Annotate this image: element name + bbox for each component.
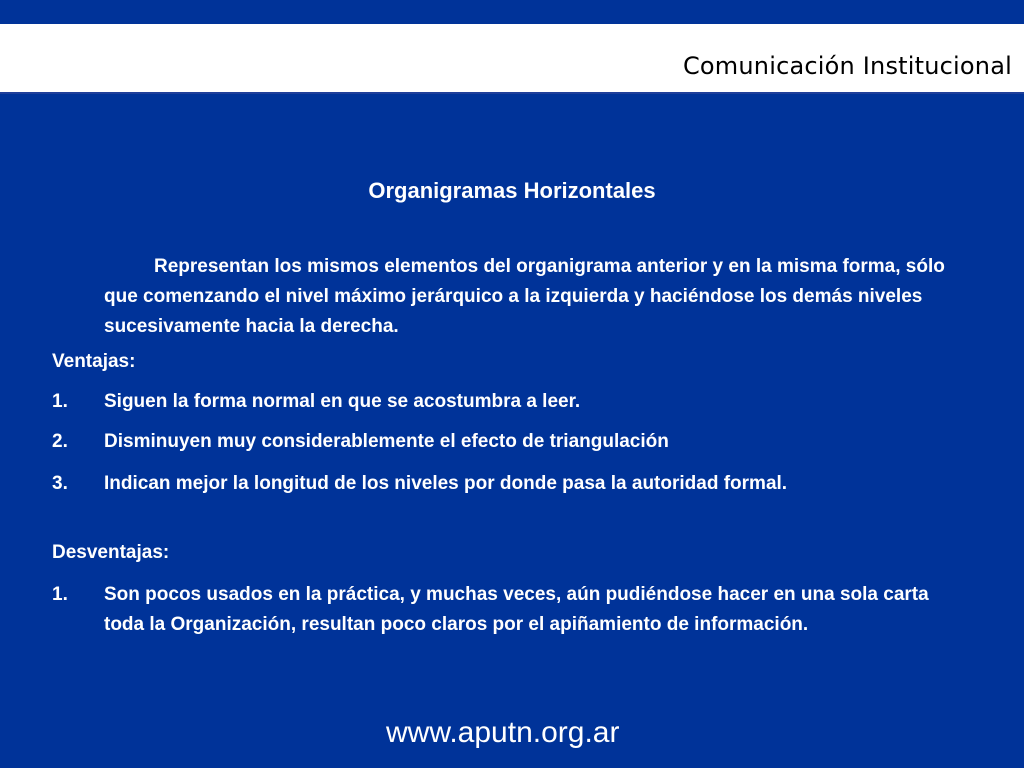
website-link[interactable]: www.aputn.org.ar	[386, 716, 620, 749]
top-band	[0, 0, 1024, 24]
slide-content	[0, 96, 1024, 768]
advantage-text: Disminuyen muy considerablemente el efecto de triangulación	[104, 431, 669, 452]
header-bar	[0, 24, 1024, 94]
disadvantages-label: Desventajas:	[52, 542, 170, 563]
advantage-text: Indican mejor la longitud de los niveles por donde pasa la autoridad formal.	[104, 473, 788, 494]
advantage-number: 2.	[52, 431, 68, 452]
advantage-number: 1.	[52, 391, 68, 412]
header-title: Comunicación Institucional	[682, 52, 1012, 80]
slide-title: Organigramas Horizontales	[368, 178, 656, 203]
disadvantage-text: Son pocos usados en la práctica, y muchas veces, aún pudiéndose hacer en una sola carta toda la Organización, resultan poco claros por el apiñamiento de información.	[104, 584, 929, 635]
disadvantage-number: 1.	[52, 584, 68, 605]
advantage-text: Siguen la forma normal en que se acostumbra a leer.	[104, 391, 581, 412]
advantages-label: Ventajas:	[52, 351, 136, 372]
intro-paragraph: Representan los mismos elementos del organigrama anterior y en la misma forma, sólo que comenzando el nivel máximo jerárquico a la izquierda y haciéndose los demás niveles sucesivamente hacia la derecha.	[104, 256, 945, 337]
advantage-number: 3.	[52, 473, 68, 494]
